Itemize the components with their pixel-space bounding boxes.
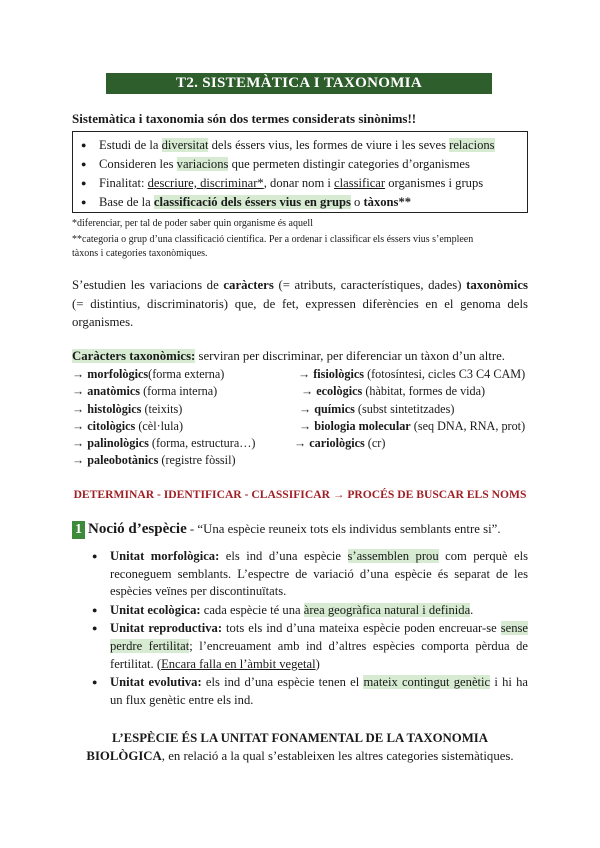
list-item: → histològics (teixits) (72, 401, 183, 416)
bullet-study: ● Estudi de la diversitat dels éssers vius, les formes de viure i les seves relacions (99, 136, 527, 155)
list-item: → cariològics (cr) (294, 436, 386, 451)
list-item: → ecològics (hàbitat, formes de vida) (301, 384, 486, 399)
determinar-banner: DETERMINAR - IDENTIFICAR - CLASSIFICAR → PROCÉS DE BUSCAR ELS NOMS (73, 488, 527, 501)
list-item: → citològics (cèl·lula) (72, 418, 183, 433)
list-item: → paleobotànics (registre fòssil) (72, 453, 236, 468)
taxonomic-characters-heading: Caràcters taxonòmics: serviran per discriminar, per diferenciar un tàxon d’un altre. (72, 349, 505, 363)
footnote-1: *diferenciar, per tal de poder saber quin organisme és aquell (72, 218, 313, 229)
section-number: 1 (72, 521, 85, 539)
list-item: → químics (subst sintetitzades) (299, 401, 455, 416)
characters-right-column (294, 366, 526, 452)
list-item: → biologia molecular (seq DNA, RNA, prot) (299, 418, 526, 433)
intro-statement: Sistemàtica i taxonomia són dos termes considerats sinònims!! (72, 111, 417, 126)
bullet-variations: ● Consideren les variacions que permeten distingir categories d’organismes (99, 155, 527, 174)
footnote-2b: tàxons i categories taxonòmiques. (72, 248, 208, 259)
footnote-2a: **categoria o grup d’una classificació científica. Per a ordenar i classificar els éssers vius s’empleen (72, 234, 474, 245)
definition-box (72, 131, 528, 213)
bullet-purpose: ● Finalitat: descriure, discriminar*, donar nom i classificar organismes i grups (99, 174, 527, 193)
page-title: T2. SISTEMÀTICA I TAXONOMIA (106, 73, 492, 94)
list-item: → palinològics (forma, estructura…) (72, 436, 256, 451)
unit-ecological: ● Unitat ecològica: cada espècie té una àrea geogràfica natural i definida. (110, 602, 528, 620)
species-conclusion: L’ESPÈCIE ÉS LA UNITAT FONAMENTAL DE LA TAXONOMIA BIOLÒGICA, en relació a la qual s’estableixen les altres categories sistemàtiques. (86, 731, 514, 763)
list-item: → anatòmics (forma interna) (72, 384, 218, 399)
unit-reproductive: ● Unitat reproductiva: tots els ind d’una mateixa espècie poden encreuar-se sense perdre fertilitat; l’encreuament amb ind d’altres espècies comporta pèrdua de fertilitat. (Encara falla en l’àmbit vegetal) (110, 620, 528, 673)
unit-morphological: ● Unitat morfològica: els ind d’una espècie s’assemblen prou com perquè els reconeguem semblants. L’espectre de variació d’una espècie és separat de les espècies veïnes per discontinuïtats. (110, 548, 528, 601)
characters-left-column (72, 366, 255, 470)
variations-paragraph: S’estudien les variacions de caràcters (= atributs, característiques, dades) taxonòmics (= distintius, discriminatoris) que, de fet, expressen diferències en el genoma dels organismes. (72, 278, 528, 329)
bullet-basis: ● Base de la classificació dels éssers vius en grups o tàxons** (99, 193, 527, 212)
list-item: → fisiològics (fotosíntesi, cicles C3 C4 CAM) (298, 367, 526, 381)
unit-evolutionary: ● Unitat evolutiva: els ind d’una espècie tenen el mateix contingut genètic i hi ha un flux genètic entre els ind. (110, 674, 528, 709)
species-units-list (92, 548, 528, 710)
species-notion-heading: 1 Noció d’espècie - “Una espècie reuneix tots els individus semblants entre si”. (72, 521, 501, 539)
list-item: → morfològics(forma externa) (72, 367, 225, 381)
